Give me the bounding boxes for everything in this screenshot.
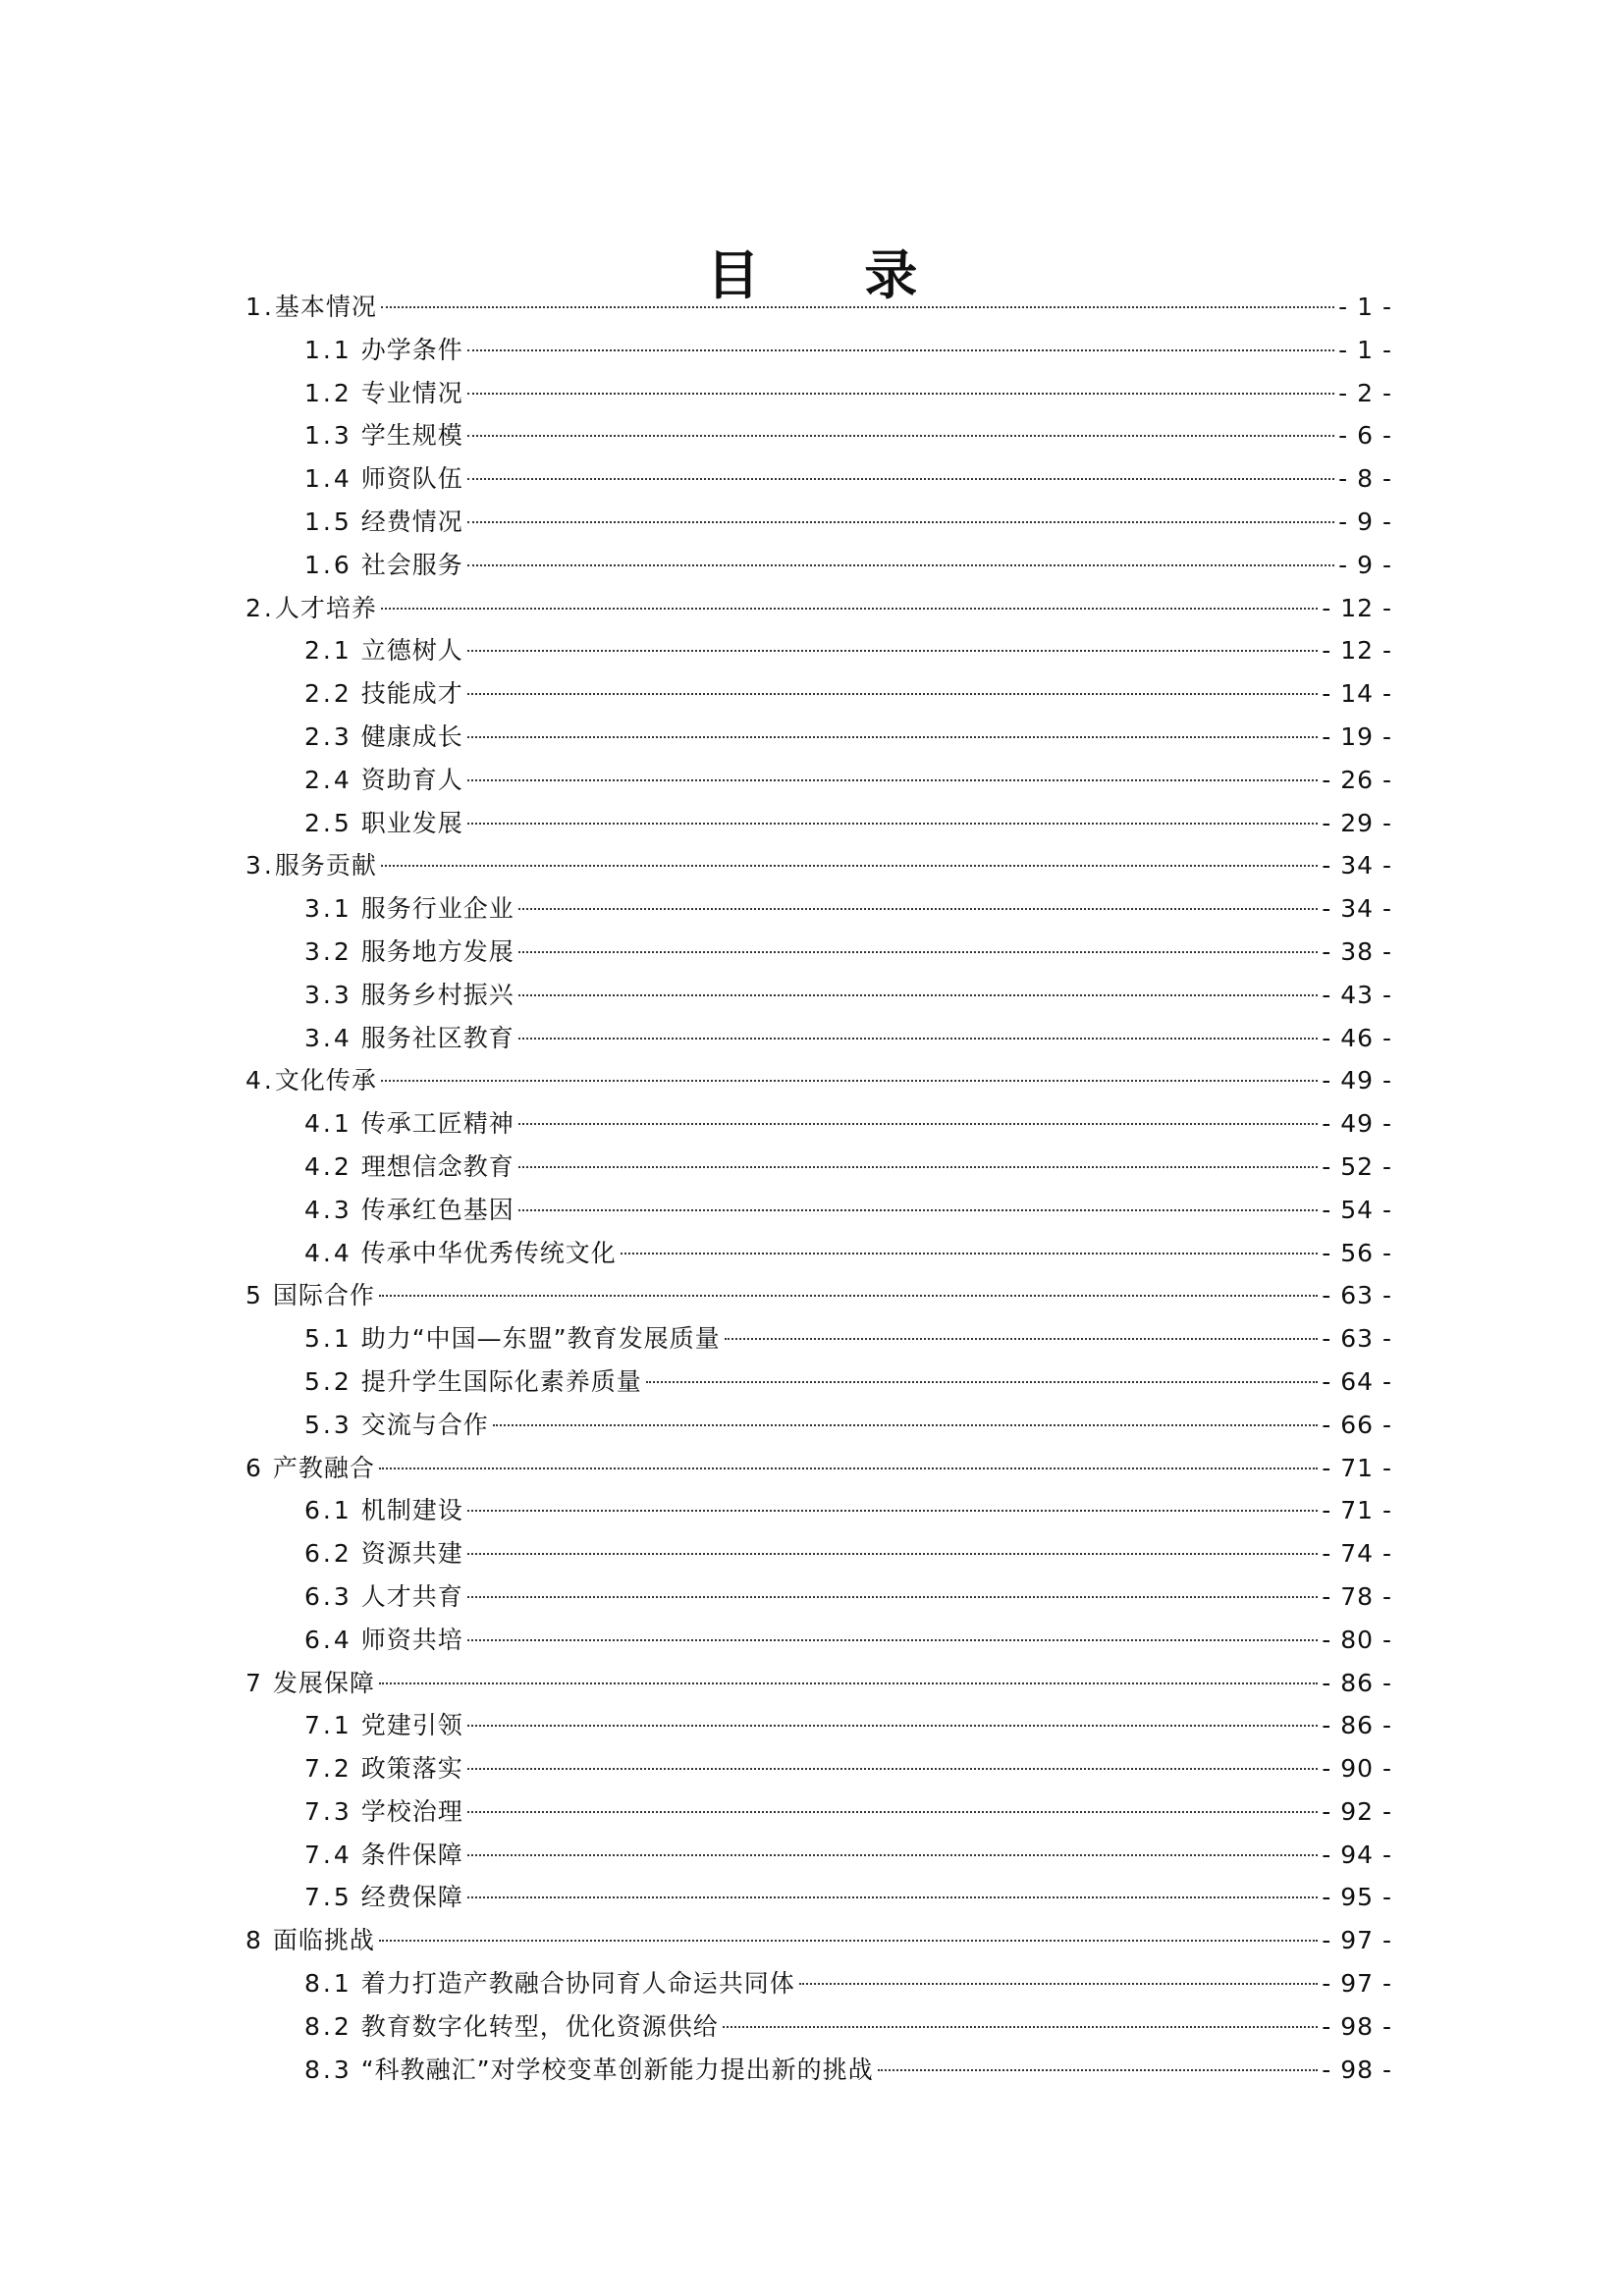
toc-dot-leader — [493, 1424, 1319, 1426]
toc-entry-number: 3.4 — [304, 1023, 352, 1052]
toc-page-number: - 97 - — [1322, 1969, 1392, 1999]
toc-page-number: - 12 - — [1322, 636, 1392, 666]
toc-dot-leader — [725, 1338, 1319, 1340]
toc-page-number: - 86 - — [1322, 1668, 1392, 1697]
toc-entry-number: 4. — [245, 1066, 275, 1095]
toc-entry-title: 师资队伍 — [360, 464, 463, 494]
toc-dot-leader — [878, 2069, 1319, 2071]
toc-dot-leader — [799, 1983, 1319, 1985]
toc-page-number: - 2 - — [1338, 378, 1392, 407]
toc-page-number: - 95 - — [1322, 1883, 1392, 1912]
toc-entry-number: 4.2 — [304, 1151, 352, 1181]
toc-entry-title: 机制建设 — [360, 1496, 463, 1525]
toc-section-entry[interactable] — [245, 1790, 1392, 1834]
toc-entry-title: 传承工匠精神 — [360, 1109, 514, 1139]
toc-entry-number: 5.1 — [304, 1324, 352, 1354]
toc-entry-number: 5.3 — [304, 1410, 352, 1439]
toc-page-number: - 43 - — [1322, 980, 1392, 1009]
toc-entry-title: 条件保障 — [360, 1840, 463, 1869]
toc-entry-number: 2.2 — [304, 679, 352, 709]
toc-entry-label — [304, 1876, 463, 1919]
toc-entry-label — [245, 587, 377, 630]
toc-section-entry[interactable] — [245, 1232, 1392, 1275]
toc-entry-label — [304, 372, 463, 415]
toc-entry-number: 2.3 — [304, 721, 352, 751]
toc-chapter-entry[interactable] — [245, 1274, 1392, 1317]
toc-dot-leader — [518, 994, 1319, 996]
toc-page-number: - 38 - — [1322, 936, 1392, 966]
toc-entry-number: 7.3 — [304, 1796, 352, 1826]
toc-chapter-entry[interactable] — [245, 1059, 1392, 1102]
toc-entry-title: 国际合作 — [272, 1281, 375, 1310]
toc-entry-label — [304, 629, 463, 672]
toc-entry-number: 8.2 — [304, 2011, 352, 2041]
toc-dot-leader — [381, 865, 1318, 867]
toc-entry-label — [304, 1489, 463, 1532]
toc-dot-leader — [381, 1080, 1318, 1082]
toc-entry-label — [304, 759, 463, 802]
toc-entry-label — [245, 1919, 375, 1962]
toc-section-entry[interactable] — [245, 501, 1392, 544]
toc-page-number: - 63 - — [1322, 1281, 1392, 1310]
toc-section-entry[interactable] — [245, 1146, 1392, 1189]
toc-entry-title: 职业发展 — [360, 808, 463, 837]
toc-entry-number: 7.4 — [304, 1840, 352, 1869]
toc-entry-number: 1.4 — [304, 464, 352, 494]
toc-page-number: - 8 - — [1338, 464, 1392, 494]
toc-entry-title: 面临挑战 — [272, 1926, 375, 1955]
toc-entry-number: 2.1 — [304, 636, 352, 666]
toc-entry-title: 立德树人 — [360, 636, 463, 666]
toc-section-entry[interactable] — [245, 414, 1392, 457]
toc-entry-number: 2. — [245, 593, 275, 622]
toc-entry-title: 技能成才 — [360, 679, 463, 709]
toc-entry-label — [304, 457, 463, 501]
toc-page-number: - 34 - — [1322, 894, 1392, 924]
toc-entry-label — [304, 1532, 463, 1575]
toc-entry-number: 6.4 — [304, 1625, 352, 1654]
toc-entry-title: 发展保障 — [272, 1668, 375, 1697]
toc-dot-leader — [467, 1854, 1319, 1856]
toc-section-entry[interactable] — [245, 931, 1392, 974]
toc-entry-number: 3.3 — [304, 980, 352, 1009]
toc-dot-leader — [467, 1553, 1319, 1555]
toc-chapter-entry[interactable] — [245, 844, 1392, 887]
toc-dot-leader — [381, 608, 1318, 610]
toc-entry-number: 1.2 — [304, 378, 352, 407]
toc-section-entry[interactable] — [245, 1704, 1392, 1747]
toc-section-entry[interactable] — [245, 457, 1392, 501]
toc-page-number: - 66 - — [1322, 1410, 1392, 1439]
toc-entry-number: 7.2 — [304, 1754, 352, 1784]
toc-entry-label — [245, 286, 377, 329]
toc-entry-number: 6.3 — [304, 1581, 352, 1611]
toc-entry-number: 7 — [245, 1668, 264, 1697]
toc-entry-title: 社会服务 — [360, 550, 463, 579]
toc-entry-title: 健康成长 — [360, 721, 463, 751]
toc-section-entry[interactable] — [245, 1747, 1392, 1790]
toc-section-entry[interactable] — [245, 1489, 1392, 1532]
toc-dot-leader — [621, 1253, 1319, 1255]
toc-page-number: - 78 - — [1322, 1581, 1392, 1611]
toc-page-number: - 14 - — [1322, 679, 1392, 709]
toc-section-entry[interactable] — [245, 329, 1392, 372]
toc-entry-title: 传承中华优秀传统文化 — [360, 1238, 617, 1267]
toc-entry-title: 着力打造产教融合协同育人命运共同体 — [360, 1969, 795, 1999]
toc-entry-number: 4.3 — [304, 1195, 352, 1224]
toc-entry-label — [245, 1059, 377, 1102]
toc-entry-label — [304, 1146, 514, 1189]
toc-entry-number: 7.1 — [304, 1711, 352, 1740]
toc-entry-title: 办学条件 — [360, 335, 463, 364]
toc-section-entry[interactable] — [245, 1102, 1392, 1146]
toc-dot-leader — [467, 1596, 1319, 1598]
page-title: 目 录 — [706, 244, 961, 307]
toc-entry-number: 1.1 — [304, 335, 352, 364]
toc-dot-leader — [518, 908, 1319, 910]
toc-page-number: - 26 - — [1322, 765, 1392, 794]
toc-dot-leader — [379, 1468, 1318, 1469]
toc-dot-leader — [379, 1682, 1318, 1684]
toc-page-number: - 52 - — [1322, 1151, 1392, 1181]
toc-entry-title: 政策落实 — [360, 1754, 463, 1784]
toc-page-number: - 94 - — [1322, 1840, 1392, 1869]
toc-dot-leader — [467, 1510, 1319, 1512]
toc-dot-leader — [518, 1209, 1319, 1211]
toc-entry-number: 8.1 — [304, 1969, 352, 1999]
toc-entry-number: 1.3 — [304, 421, 352, 451]
toc-entry-number: 2.5 — [304, 808, 352, 837]
toc-entry-title: 理想信念教育 — [360, 1151, 514, 1181]
toc-entry-title: 经费情况 — [360, 507, 463, 536]
toc-section-entry[interactable] — [245, 1575, 1392, 1619]
toc-page-number: - 29 - — [1322, 808, 1392, 837]
toc-section-entry[interactable] — [245, 1962, 1392, 2005]
toc-chapter-entry[interactable] — [245, 286, 1392, 329]
toc-entry-label — [304, 1232, 617, 1275]
toc-section-entry[interactable] — [245, 1404, 1392, 1447]
toc-page-number: - 56 - — [1322, 1238, 1392, 1267]
toc-section-entry[interactable] — [245, 629, 1392, 672]
toc-section-entry[interactable] — [245, 1317, 1392, 1361]
toc-entry-title: 服务地方发展 — [360, 936, 514, 966]
toc-section-entry[interactable] — [245, 672, 1392, 716]
toc-section-entry[interactable] — [245, 1876, 1392, 1919]
toc-dot-leader — [467, 349, 1334, 351]
toc-section-entry[interactable] — [245, 2005, 1392, 2049]
toc-entry-label — [304, 1317, 721, 1361]
toc-entry-label — [304, 2005, 719, 2049]
toc-entry-title: 服务行业企业 — [360, 894, 514, 924]
toc-entry-title: 专业情况 — [360, 378, 463, 407]
toc-entry-title: 助力“中国—东盟”教育发展质量 — [360, 1324, 721, 1354]
toc-dot-leader — [467, 435, 1334, 437]
toc-entry-title: “科教融汇”对学校变革创新能力提出新的挑战 — [360, 2055, 874, 2084]
toc-entry-number: 6.2 — [304, 1539, 352, 1569]
toc-page-number: - 12 - — [1322, 593, 1392, 622]
toc-entry-number: 2.4 — [304, 765, 352, 794]
toc-dot-leader — [518, 1166, 1319, 1168]
toc-page-number: - 98 - — [1322, 2055, 1392, 2084]
toc-dot-leader — [379, 1940, 1318, 1942]
toc-entry-number: 1.5 — [304, 507, 352, 536]
toc-section-entry[interactable] — [245, 2049, 1392, 2092]
toc-dot-leader — [467, 1811, 1319, 1813]
toc-page-number: - 49 - — [1322, 1109, 1392, 1139]
toc-entry-label — [304, 974, 514, 1017]
toc-page-number: - 80 - — [1322, 1625, 1392, 1654]
toc-page-number: - 98 - — [1322, 2011, 1392, 2041]
toc-page-number: - 34 - — [1322, 851, 1392, 881]
toc-entry-number: 3. — [245, 851, 275, 881]
toc-chapter-entry[interactable] — [245, 587, 1392, 630]
toc-section-entry[interactable] — [245, 716, 1392, 759]
toc-entry-label — [304, 1102, 514, 1146]
toc-section-entry[interactable] — [245, 759, 1392, 802]
toc-page-number: - 49 - — [1322, 1066, 1392, 1095]
toc-entry-label — [304, 329, 463, 372]
toc-section-entry[interactable] — [245, 1619, 1392, 1662]
toc-dot-leader — [723, 2026, 1319, 2028]
toc-entry-title: 人才培养 — [274, 593, 377, 622]
toc-entry-label — [304, 1834, 463, 1877]
toc-entry-title: 资源共建 — [360, 1539, 463, 1569]
toc-page-number: - 97 - — [1322, 1926, 1392, 1955]
toc-page-number: - 1 - — [1338, 335, 1392, 364]
toc-page-number: - 63 - — [1322, 1324, 1392, 1354]
toc-entry-number: 6 — [245, 1453, 264, 1482]
toc-entry-number: 3.1 — [304, 894, 352, 924]
toc-entry-label — [304, 1404, 489, 1447]
toc-entry-label — [304, 887, 514, 931]
toc-section-entry[interactable] — [245, 1189, 1392, 1232]
toc-page-number: - 90 - — [1322, 1754, 1392, 1784]
toc-entry-title: 交流与合作 — [360, 1410, 489, 1439]
toc-page-number: - 74 - — [1322, 1539, 1392, 1569]
toc-entry-title: 教育数字化转型，优化资源供给 — [360, 2011, 719, 2041]
toc-page-number: - 46 - — [1322, 1023, 1392, 1052]
toc-entry-title: 资助育人 — [360, 765, 463, 794]
toc-entry-label — [304, 1619, 463, 1662]
toc-dot-leader — [467, 693, 1319, 695]
toc-entry-label — [304, 501, 463, 544]
toc-entry-number: 5 — [245, 1281, 264, 1310]
toc-dot-leader — [467, 1725, 1319, 1727]
toc-entry-label — [304, 544, 463, 587]
toc-entry-number: 7.5 — [304, 1883, 352, 1912]
toc-entry-label — [304, 1962, 795, 2005]
toc-entry-label — [304, 672, 463, 716]
toc-entry-title: 党建引领 — [360, 1711, 463, 1740]
toc-dot-leader — [467, 736, 1319, 738]
toc-page-number: - 86 - — [1322, 1711, 1392, 1740]
toc-dot-leader — [467, 1896, 1319, 1898]
toc-dot-leader — [467, 564, 1334, 566]
toc-entry-number: 5.2 — [304, 1366, 352, 1396]
toc-section-entry[interactable] — [245, 1532, 1392, 1575]
toc-entry-label — [304, 1704, 463, 1747]
toc-entry-label — [304, 1189, 514, 1232]
toc-entry-number: 1. — [245, 293, 275, 321]
toc-dot-leader — [467, 1768, 1319, 1770]
toc-section-entry[interactable] — [245, 974, 1392, 1017]
toc-entry-label — [304, 1575, 463, 1619]
toc-dot-leader — [467, 393, 1334, 395]
toc-entry-number: 1.6 — [304, 550, 352, 579]
toc-entry-title: 基本情况 — [274, 293, 377, 321]
toc-page-number: - 9 - — [1338, 507, 1392, 536]
toc-entry-number: 8 — [245, 1926, 264, 1955]
toc-section-entry[interactable] — [245, 802, 1392, 845]
toc-dot-leader — [467, 478, 1334, 480]
toc-chapter-entry[interactable] — [245, 1662, 1392, 1705]
toc-entry-title: 服务贡献 — [274, 851, 377, 881]
toc-dot-leader — [467, 1639, 1319, 1641]
toc-page-number: - 71 - — [1322, 1496, 1392, 1525]
toc-entry-title: 产教融合 — [272, 1453, 375, 1482]
toc-entry-title: 人才共育 — [360, 1581, 463, 1611]
toc-page-number: - 92 - — [1322, 1796, 1392, 1826]
toc-entry-title: 提升学生国际化素养质量 — [360, 1366, 642, 1396]
toc-entry-label — [245, 1447, 375, 1490]
toc-dot-leader — [467, 823, 1319, 825]
toc-dot-leader — [518, 951, 1319, 953]
toc-page-number: - 71 - — [1322, 1453, 1392, 1482]
toc-entry-label — [304, 414, 463, 457]
toc-entry-number: 3.2 — [304, 936, 352, 966]
toc-entry-label — [304, 1747, 463, 1790]
toc-dot-leader — [518, 1038, 1319, 1040]
toc-entry-number: 6.1 — [304, 1496, 352, 1525]
toc-section-entry[interactable] — [245, 1361, 1392, 1404]
toc-entry-title: 文化传承 — [274, 1066, 377, 1095]
toc-entry-label — [304, 802, 463, 845]
toc-dot-leader — [467, 521, 1334, 523]
toc-page-number: - 6 - — [1338, 421, 1392, 451]
toc-entry-title: 学生规模 — [360, 421, 463, 451]
toc-page-number: - 64 - — [1322, 1366, 1392, 1396]
toc-page-number: - 19 - — [1322, 721, 1392, 751]
toc-dot-leader — [379, 1295, 1318, 1297]
toc-entry-number: 4.4 — [304, 1238, 352, 1267]
toc-dot-leader — [381, 306, 1334, 308]
toc-entry-number: 8.3 — [304, 2055, 352, 2084]
toc-section-entry[interactable] — [245, 372, 1392, 415]
toc-entry-label — [304, 1790, 463, 1834]
toc-entry-title: 服务乡村振兴 — [360, 980, 514, 1009]
toc-dot-leader — [518, 1123, 1319, 1125]
toc-entry-title: 传承红色基因 — [360, 1195, 514, 1224]
toc-dot-leader — [646, 1381, 1319, 1383]
toc-entry-title: 服务社区教育 — [360, 1023, 514, 1052]
toc-page-number: - 54 - — [1322, 1195, 1392, 1224]
toc-entry-number: 4.1 — [304, 1109, 352, 1139]
toc-entry-label — [304, 1017, 514, 1060]
toc-entry-title: 学校治理 — [360, 1796, 463, 1826]
toc-section-entry[interactable] — [245, 887, 1392, 931]
toc-dot-leader — [467, 650, 1319, 652]
toc-entry-label — [245, 844, 377, 887]
toc-chapter-entry[interactable] — [245, 1919, 1392, 1962]
toc-entry-label — [304, 931, 514, 974]
toc-chapter-entry[interactable] — [245, 1447, 1392, 1490]
toc-dot-leader — [467, 779, 1319, 781]
toc-entry-label — [245, 1662, 375, 1705]
toc-section-entry[interactable] — [245, 1017, 1392, 1060]
toc-entry-title: 经费保障 — [360, 1883, 463, 1912]
toc-entry-label — [304, 1361, 642, 1404]
toc-entry-label — [245, 1274, 375, 1317]
table-of-contents — [245, 286, 1392, 2091]
toc-entry-label — [304, 2049, 874, 2092]
toc-entry-label — [304, 716, 463, 759]
toc-page-number: - 1 - — [1338, 293, 1392, 321]
toc-entry-title: 师资共培 — [360, 1625, 463, 1654]
toc-section-entry[interactable] — [245, 544, 1392, 587]
toc-section-entry[interactable] — [245, 1834, 1392, 1877]
toc-page-number: - 9 - — [1338, 550, 1392, 579]
